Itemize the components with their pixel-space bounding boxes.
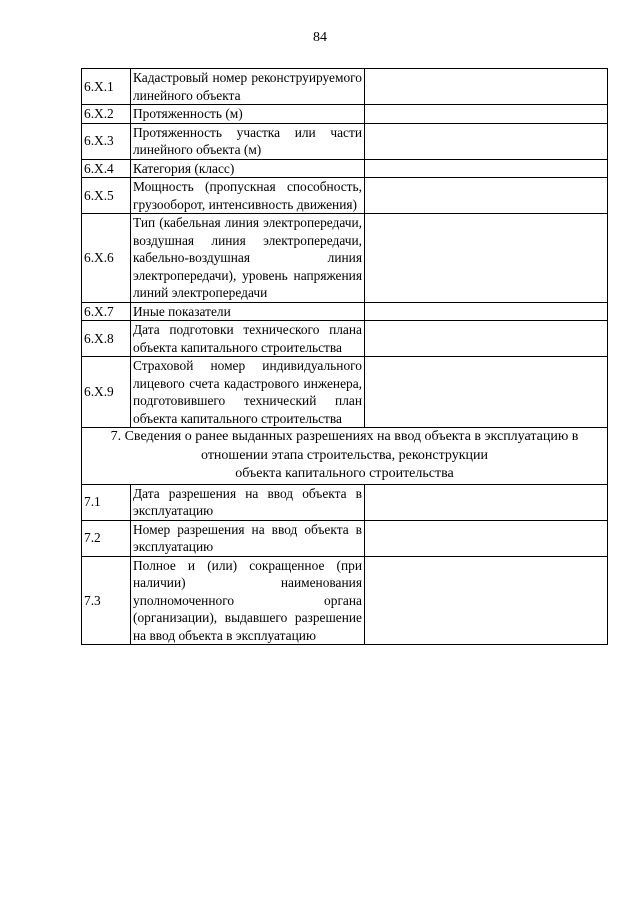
table-row — [82, 484, 608, 520]
table-row — [82, 69, 608, 105]
row-label: Дата разрешения на ввод объекта в эксплуатацию — [131, 484, 365, 520]
row-label: Дата подготовки технического плана объекта капитального строительства — [131, 321, 365, 357]
table-row — [82, 321, 608, 357]
row-label: Иные показатели — [131, 302, 365, 321]
row-value-cell[interactable] — [365, 178, 608, 214]
row-number: 6.X.7 — [82, 302, 131, 321]
row-value-cell[interactable] — [365, 484, 608, 520]
row-value-cell[interactable] — [365, 357, 608, 428]
row-value-cell[interactable] — [365, 302, 608, 321]
row-number: 6.X.6 — [82, 214, 131, 303]
row-number: 6.X.2 — [82, 105, 131, 124]
row-label: Протяженность (м) — [131, 105, 365, 124]
row-number: 6.X.4 — [82, 159, 131, 178]
table-row — [82, 556, 608, 645]
table-row — [82, 105, 608, 124]
table-row — [82, 123, 608, 159]
row-label: Мощность (пропускная способность, грузооборот, интенсивность движения) — [131, 178, 365, 214]
section-7-title — [82, 428, 608, 485]
table-row — [82, 302, 608, 321]
row-value-cell[interactable] — [365, 159, 608, 178]
row-number: 6.X.1 — [82, 69, 131, 105]
row-number: 6.X.5 — [82, 178, 131, 214]
row-value-cell[interactable] — [365, 214, 608, 303]
row-number: 6.X.8 — [82, 321, 131, 357]
table-row — [82, 520, 608, 556]
row-label: Категория (класс) — [131, 159, 365, 178]
section-title-line: отношении этапа строительства, реконструкции — [201, 447, 488, 463]
row-value-cell[interactable] — [365, 556, 608, 645]
table-row — [82, 159, 608, 178]
row-number: 7.2 — [82, 520, 131, 556]
row-label: Протяженность участка или части линейного объекта (м) — [131, 123, 365, 159]
row-value-cell[interactable] — [365, 520, 608, 556]
row-number: 7.1 — [82, 484, 131, 520]
row-label: Тип (кабельная линия электропередачи, воздушная линия электропередачи, кабельно-воздушная линия электропередачи), уровень напряжения линий электропередачи — [131, 214, 365, 303]
row-label: Страховой номер индивидуального лицевого счета кадастрового инженера, подготовившего технический план объекта капитального строительства — [131, 357, 365, 428]
table-row — [82, 214, 608, 303]
form-table — [81, 68, 608, 645]
row-label: Полное и (или) сокращенное (при наличии) наименования уполномоченного органа (организации), выдавшего разрешение на ввод объекта в эксплуатацию — [131, 556, 365, 645]
row-number: 6.X.9 — [82, 357, 131, 428]
row-number: 6.X.3 — [82, 123, 131, 159]
table-row — [82, 357, 608, 428]
row-label: Кадастровый номер реконструируемого линейного объекта — [131, 69, 365, 105]
page-number: 84 — [313, 30, 327, 45]
section-title-line: 7. Сведения о ранее выданных разрешениях на ввод объекта в эксплуатацию в — [110, 429, 579, 444]
row-value-cell[interactable] — [365, 105, 608, 124]
row-value-cell[interactable] — [365, 321, 608, 357]
row-label: Номер разрешения на ввод объекта в эксплуатацию — [131, 520, 365, 556]
table-row — [82, 178, 608, 214]
row-value-cell[interactable] — [365, 69, 608, 105]
row-number: 7.3 — [82, 556, 131, 645]
row-value-cell[interactable] — [365, 123, 608, 159]
section-header-row — [82, 428, 608, 485]
section-title-line: объекта капитального строительства — [235, 466, 454, 481]
